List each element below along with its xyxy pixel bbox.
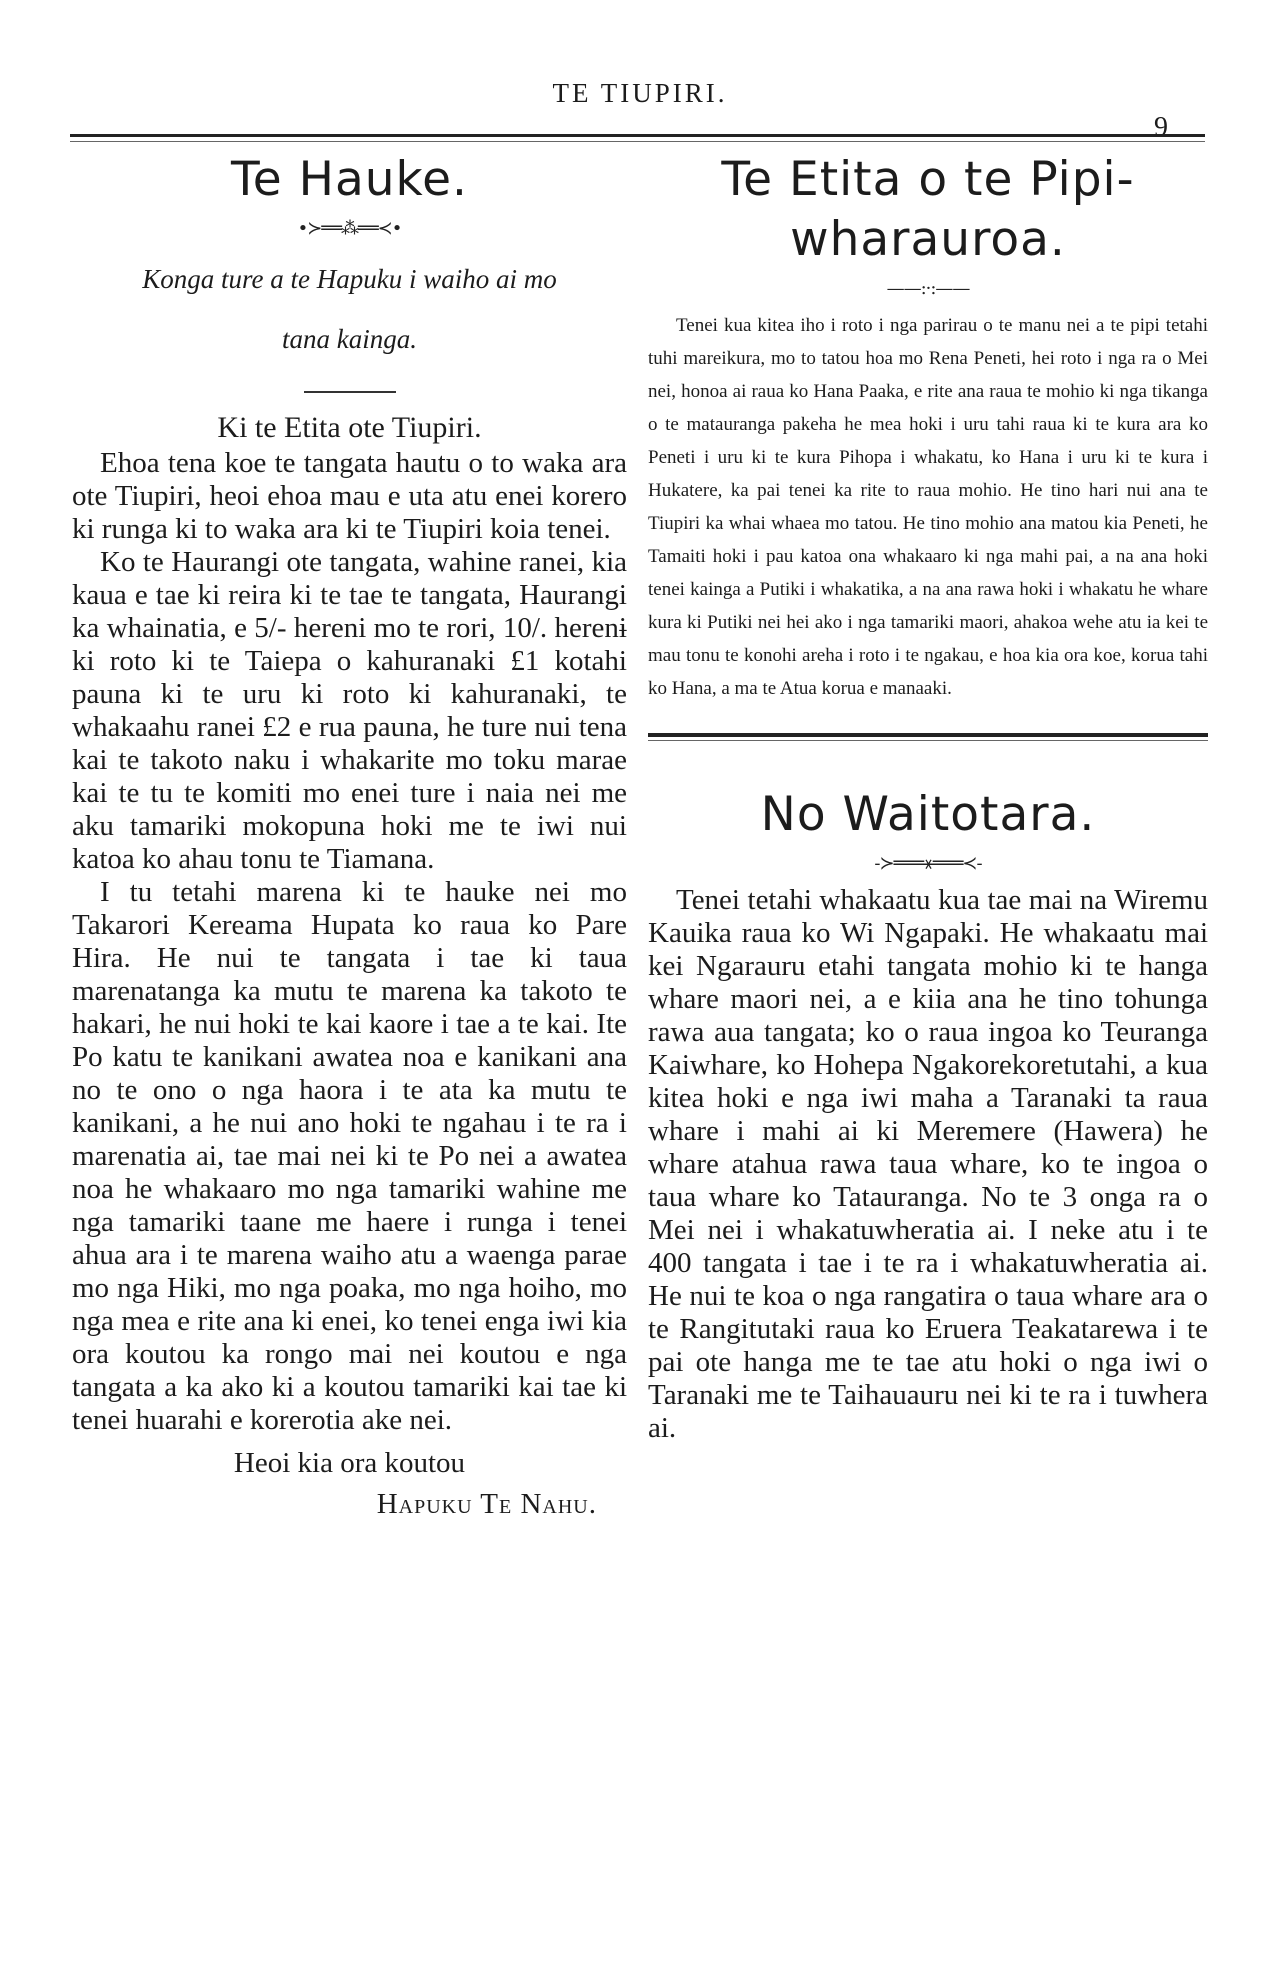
article-title-te-etita bbox=[648, 150, 1208, 270]
article-subheading bbox=[72, 249, 627, 369]
article-title-no-waitotara: No Waitotara. bbox=[760, 787, 1096, 843]
paragraph: Tenei kua kitea iho i roto i nga parirau o te manu nei a te pipi tetahi tuhi mareikura, mo to tatou hoa mo Rena Peneti, hei roto i nga ra o Mei nei, honoa ai raua ko Hana Paaka, e rite ana raua te mohio ki nga tikanga o te matauranga pakeha he mea hoki i uru tahi raua ki te kura ara ko Peneti i uru ki te kura Pihopa i whakatu, ko Hana i uru ki te kura i Hukatere, ka pai tenei ka rite to raua mohio. He tino hari nui ana te Tiupiri ka whai whaea mo tatou. He tino mohio ana matou kia Peneti, he Tamaiti hoki i pau katoa ona whakaaro ki nga mahi pai, a na ana hoki tenei kainga a Putiki i whakatika, a na ana rawa hoki i whakatu he whare kura ki Putiki nei hei ako i nga tamariki maori, ahakoa wehe atu ia kei te mau tonu te konohi areha i roto i te ngakau, e hoa kia ora koe, korua tahi ko Hana, a ma te Atua korua e manaaki. bbox=[648, 315, 1208, 700]
section-rule bbox=[648, 733, 1208, 737]
closing-line: Heoi kia ora koutou bbox=[233, 1447, 466, 1480]
short-rule bbox=[304, 391, 396, 393]
subheading-line: tana kainga. bbox=[282, 324, 417, 355]
ornament-divider: ——:·:—— bbox=[886, 278, 970, 300]
paragraph: Ko te Haurangi ote tangata, wahine ranei, kia kaua e tae ki reira ki te tae te tangata, Haurangi ka whainatia, e 5/- hereni mo te rori, 10/. herenɨ ki roto ki te Taiepa o kahuranaki £1 kotahi pauna ki te uru ki roto ki kahuranaki, te whakaahu ranei £2 e rua pauna, he ture nui tena kai te takoto naku i whakarite mo toku marae kai te tu te komiti mo enei ture i naia nei me aku tamariki mokopuna hoki me te iwi nui katoa ko ahau tonu te Tiamana. bbox=[72, 546, 627, 876]
header-rule-thin bbox=[70, 141, 1205, 142]
ornament-divider: •≻══⁂══≺• bbox=[297, 218, 402, 240]
ornament-divider: -≻═══⚹═══≺- bbox=[874, 853, 982, 875]
article-title-te-hauke: Te Hauke. bbox=[231, 152, 468, 207]
subheading-line: Konga ture a te Hapuku i waiho ai mo bbox=[142, 264, 557, 295]
signature: Hapuku Te Nahu. bbox=[376, 1488, 597, 1521]
paragraph: I tu tetahi marena ki te hauke nei mo Takarori Kereama Hupata ko raua ko Pare Hira. He nui te tangata i tae ki taua marenatanga ka mutu te marena ka takoto te hakari, he nui hoki te kai kaore i tae a te kai. Ite Po katu te kanikani awatea noa e kanikani ana no te ono o nga haora i te ata ka mutu te kanikani, a he nui ano hoki te ngahau i te ra i marenatia ai, tae mai nei ki te Po nei a awatea noa he whakaaro mo nga tamariki wahine me nga tamariki taane me haere i runga i tenei ahua ara i te marena waiho atu a waenga parae mo nga Hiki, mo nga poaka, mo nga hoiho, mo nga mea e rite ana ki enei, ko tenei enga iwi kia ora koutou ka rongo mai nei koutou e nga tangata a ka ako ki a koutou tamariki kai tae ki tenei huarahi e korerotia ake nei. bbox=[72, 876, 627, 1437]
paragraph: Ehoa tena koe te tangata hautu o to waka ara ote Tiupiri, heoi ehoa mau e uta atu enei korero ki runga ki to waka ara ki te Tiupiri koia tenei. bbox=[72, 447, 627, 546]
running-head: TE TIUPIRI. bbox=[552, 78, 728, 108]
title-line: Te Etita o te Pipi- bbox=[721, 152, 1135, 207]
salutation: Ki te Etita ote Tiupiri. bbox=[217, 411, 482, 445]
section-rule-thin bbox=[648, 740, 1208, 741]
header-rule bbox=[70, 134, 1205, 137]
paragraph: Tenei tetahi whakaatu kua tae mai na Wiremu Kauika raua ko Wi Ngapaki. He whakaatu mai kei Ngarauru etahi tangata mohio ki te hanga whare maori nei, a e kiia ana he tino tohunga rawa aua tangata; ko o raua ingoa ko Teuranga Kaiwhare, ko Hohepa Ngakorekoretutahi, a kua kitea hoki e nga iwi maha a Taranaki ta raua whare i mahi ai ki Meremere (Hawera) he whare atahua rawa taua whare, ko te ingoa o taua whare ko Tatauranga. No te 3 onga ra o Mei nei i whakatuwheratia ai. I neke atu i te 400 tangata i tae i te ra i whakatuwheratia ai. He nui te koa o nga rangatira o taua whare ara o te Rangitutaki raua ko Eruera Teakatarewa i te pai ote hanga me te tae atu hoki o nga iwi o Taranaki me te Taihauauru nei ki te ra i tuwhera ai. bbox=[648, 884, 1208, 1445]
right-column bbox=[648, 150, 1208, 1445]
title-line: wharauroa. bbox=[790, 212, 1066, 268]
page-number: 9 bbox=[1154, 112, 1168, 143]
left-column bbox=[72, 150, 627, 1521]
